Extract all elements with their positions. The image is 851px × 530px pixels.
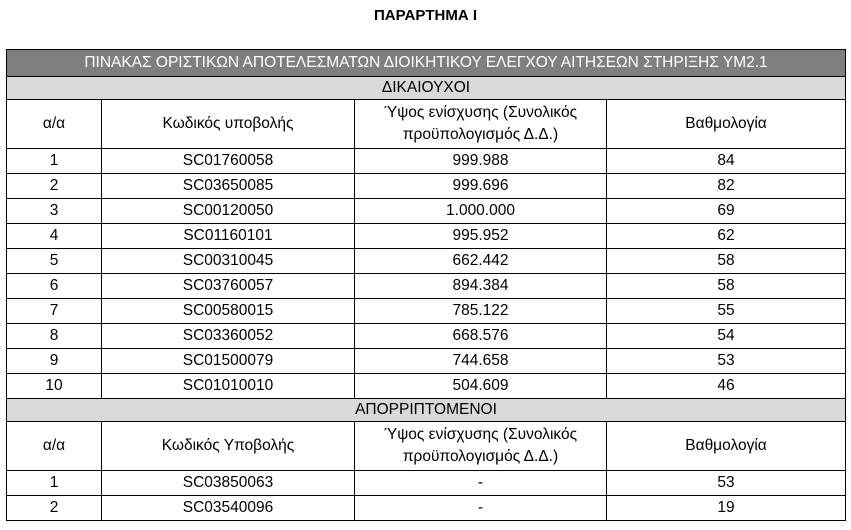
- row-code: SC03760057: [102, 274, 355, 299]
- table-row: [7, 299, 846, 324]
- row-score: 46: [607, 374, 846, 399]
- beneficiaries-header-row: [7, 100, 846, 149]
- row-score: 58: [607, 249, 846, 274]
- row-code: SC01160101: [102, 224, 355, 249]
- table-row: [7, 249, 846, 274]
- index-column-header: α/α: [7, 100, 102, 149]
- table-row: [7, 471, 846, 496]
- row-index: 1: [7, 149, 102, 174]
- row-code: SC01010010: [102, 374, 355, 399]
- row-amount: 662.442: [355, 249, 607, 274]
- table-row: [7, 374, 846, 399]
- table-row: [7, 224, 846, 249]
- row-code: SC00580015: [102, 299, 355, 324]
- row-score: 82: [607, 174, 846, 199]
- row-index: 2: [7, 496, 102, 521]
- row-amount: 999.988: [355, 149, 607, 174]
- table-row: [7, 174, 846, 199]
- row-index: 9: [7, 349, 102, 374]
- row-score: 19: [607, 496, 846, 521]
- row-code: SC03650085: [102, 174, 355, 199]
- row-index: 4: [7, 224, 102, 249]
- row-score: 53: [607, 349, 846, 374]
- score-column-header: Βαθμολογία: [607, 422, 846, 471]
- rejected-section-label: ΑΠΟΡΡΙΠΤΟΜΕΝΟΙ: [7, 399, 846, 422]
- table-row: [7, 324, 846, 349]
- annex-title: ΠΑΡΑΡΤΗΜΑ Ι: [373, 7, 478, 24]
- row-index: 1: [7, 471, 102, 496]
- table-row: [7, 496, 846, 521]
- row-index: 5: [7, 249, 102, 274]
- table-row: [7, 199, 846, 224]
- index-column-header: α/α: [7, 422, 102, 471]
- beneficiaries-section-row: [7, 77, 846, 100]
- table-title-row: [7, 50, 846, 77]
- row-score: 62: [607, 224, 846, 249]
- code-column-header: Κωδικός Υποβολής: [102, 422, 355, 471]
- row-amount: 504.609: [355, 374, 607, 399]
- amount-column-header: Ύψος ενίσχυσης (Συνολικός προϋπολογισμός Δ.Δ.): [355, 422, 607, 471]
- row-amount: 894.384: [355, 274, 607, 299]
- table-title: ΠΙΝΑΚΑΣ ΟΡΙΣΤΙΚΩΝ ΑΠΟΤΕΛΕΣΜΑΤΩΝ ΔΙΟΙΚΗΤΙΚΟΥ ΕΛΕΓΧΟΥ ΑΙΤΗΣΕΩΝ ΣΤΗΡΙΞΗΣ ΥΜ2.1: [7, 50, 846, 77]
- row-index: 7: [7, 299, 102, 324]
- row-code: SC01500079: [102, 349, 355, 374]
- row-code: SC00310045: [102, 249, 355, 274]
- rejected-header-row: [7, 422, 846, 471]
- row-score: 54: [607, 324, 846, 349]
- row-code: SC03850063: [102, 471, 355, 496]
- amount-column-header: Ύψος ενίσχυσης (Συνολικός προϋπολογισμός Δ.Δ.): [355, 100, 607, 149]
- row-amount: 995.952: [355, 224, 607, 249]
- row-amount: -: [355, 496, 607, 521]
- row-code: SC03540096: [102, 496, 355, 521]
- row-index: 10: [7, 374, 102, 399]
- row-amount: 1.000.000: [355, 199, 607, 224]
- row-code: SC00120050: [102, 199, 355, 224]
- row-amount: 668.576: [355, 324, 607, 349]
- row-index: 8: [7, 324, 102, 349]
- row-index: 2: [7, 174, 102, 199]
- row-index: 3: [7, 199, 102, 224]
- table-row: [7, 274, 846, 299]
- results-table: [6, 49, 846, 521]
- table-row: [7, 149, 846, 174]
- row-amount: 999.696: [355, 174, 607, 199]
- row-code: SC01760058: [102, 149, 355, 174]
- row-amount: 744.658: [355, 349, 607, 374]
- row-score: 58: [607, 274, 846, 299]
- table-row: [7, 349, 846, 374]
- row-amount: -: [355, 471, 607, 496]
- beneficiaries-section-label: ΔΙΚΑΙΟΥΧΟΙ: [7, 77, 846, 100]
- row-amount: 785.122: [355, 299, 607, 324]
- row-score: 53: [607, 471, 846, 496]
- row-index: 6: [7, 274, 102, 299]
- row-score: 55: [607, 299, 846, 324]
- rejected-section-row: [7, 399, 846, 422]
- row-code: SC03360052: [102, 324, 355, 349]
- row-score: 69: [607, 199, 846, 224]
- score-column-header: Βαθμολογία: [607, 100, 846, 149]
- row-score: 84: [607, 149, 846, 174]
- code-column-header: Κωδικός υποβολής: [102, 100, 355, 149]
